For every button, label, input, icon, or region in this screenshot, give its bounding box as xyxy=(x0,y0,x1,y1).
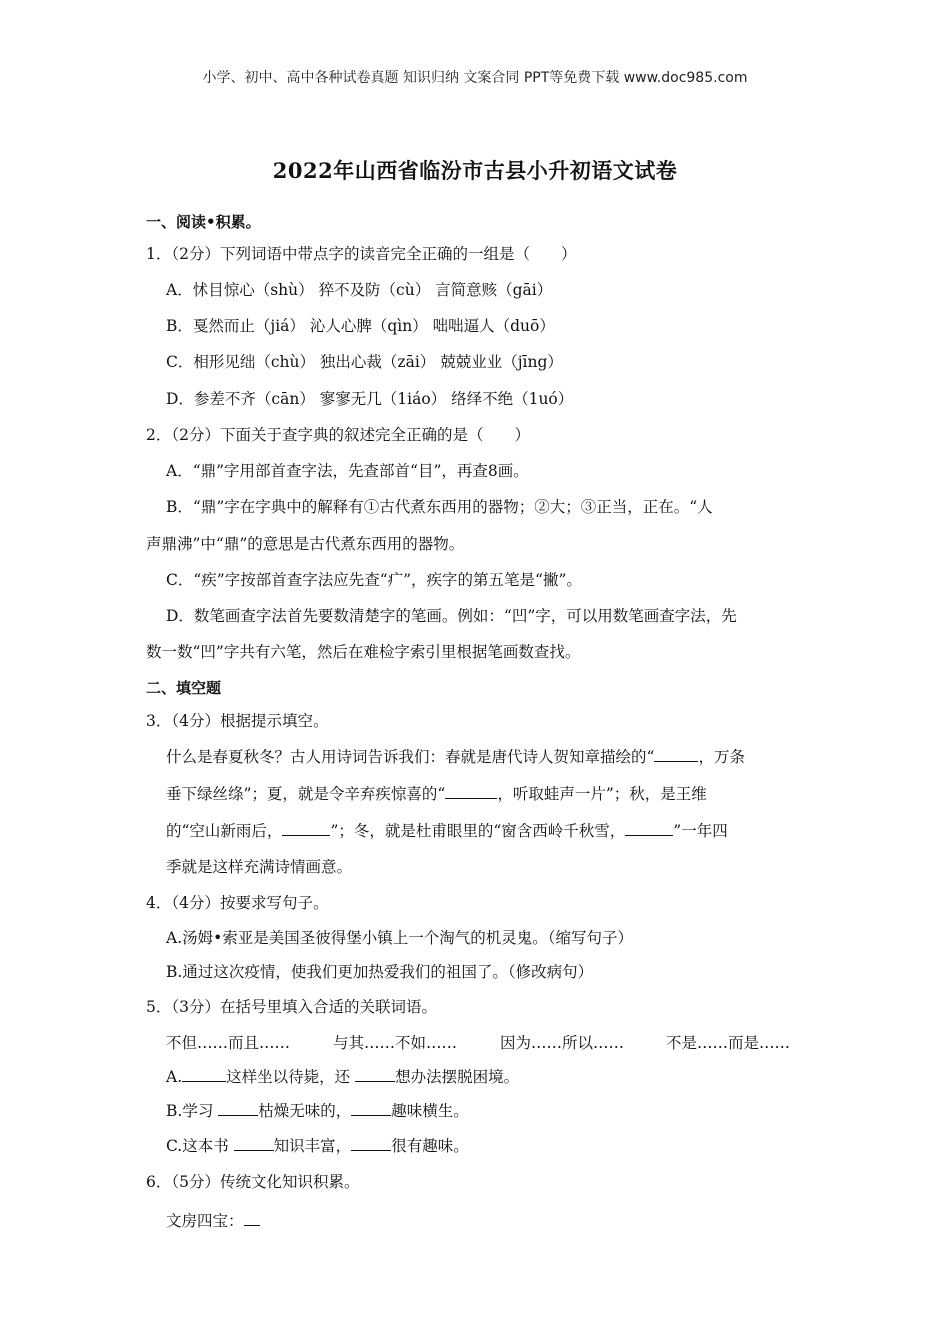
q5-c-blank-1[interactable] xyxy=(234,1136,274,1151)
q2-stem: 2．（2分）下面关于查字典的叙述完全正确的是（ ） xyxy=(146,426,530,444)
q3-blank-1[interactable] xyxy=(654,747,698,762)
section-2-title: 二、填空题 xyxy=(146,679,222,697)
q3-line-4: 季就是这样充满诗情画意。 xyxy=(166,858,353,876)
q5-stem: 5．（3分）在括号里填入合适的关联词语。 xyxy=(146,998,437,1016)
q5-a-blank-2[interactable] xyxy=(355,1067,395,1082)
q1-option-c: C．相形见绌（chù） 独出心裁（zāi） 兢兢业业（jīng） xyxy=(166,353,563,371)
q4-item-b: B.通过这次疫情，使我们更加热爱我们的祖国了。（修改病句） xyxy=(166,963,594,981)
page-title: 2022年山西省临汾市古县小升初语文试卷 xyxy=(272,158,678,183)
q1-option-b: B．戛然而止（jiá） 沁人心脾（qìn） 咄咄逼人（duō） xyxy=(166,317,555,335)
q2-option-d-line2: 数一数“凹”字共有六笔，然后在难检字索引里根据笔画数查找。 xyxy=(146,643,581,661)
q2-option-b-line2: 声鼎沸”中“鼎”的意思是古代煮东西用的器物。 xyxy=(146,535,465,553)
section-1-title: 一、阅读•积累。 xyxy=(146,213,261,231)
q3-stem: 3．（4分）根据提示填空。 xyxy=(146,712,329,730)
q2-option-a: A．“鼎”字用部首查字法，先查部首“目”，再查8画。 xyxy=(166,462,529,480)
q2-option-b-line1: B．“鼎”字在字典中的解释有①古代煮东西用的器物；②大；③正当，正在。“人 xyxy=(166,498,713,516)
q2-option-c: C．“疾”字按部首查字法应先查“疒”，疾字的第五笔是“撇”。 xyxy=(166,571,582,589)
q5-b-blank-1[interactable] xyxy=(218,1101,258,1116)
q5-c-blank-2[interactable] xyxy=(351,1136,391,1151)
q3-blank-4[interactable] xyxy=(625,821,673,836)
q4-item-a: A.汤姆•索亚是美国圣彼得堡小镇上一个淘气的机灵鬼。（缩写句子） xyxy=(166,929,634,947)
q5-choice-3: 因为……所以…… xyxy=(500,1034,625,1052)
q3-line-1: 什么是春夏秋冬？古人用诗词告诉我们：春就是唐代诗人贺知章描绘的“ ，万条 xyxy=(166,748,745,766)
q5-choice-1: 不但……而且…… xyxy=(166,1034,291,1052)
q3-line-2: 垂下绿丝绦”；夏，就是令辛弃疾惊喜的“ ，听取蛙声一片”；秋，是王维 xyxy=(166,785,707,803)
q5-choice-4: 不是……而是…… xyxy=(666,1034,791,1052)
q3-blank-3[interactable] xyxy=(282,821,330,836)
q5-b-blank-2[interactable] xyxy=(351,1101,391,1116)
q5-a-blank-1[interactable] xyxy=(182,1067,226,1082)
q6-stem: 6．（5分）传统文化知识积累。 xyxy=(146,1173,360,1191)
q5-choice-2: 与其……不如…… xyxy=(333,1034,458,1052)
q2-option-d-line1: D．数笔画查字法首先要数清楚字的笔画。例如：“凹”字，可以用数笔画查字法，先 xyxy=(166,607,737,625)
q1-option-a: A．怵目惊心（shù） 猝不及防（cù） 言简意赅（gāi） xyxy=(166,281,553,299)
q6-blank[interactable] xyxy=(244,1211,260,1226)
q6-line: 文房四宝： xyxy=(166,1211,260,1231)
page-header: 小学、初中、高中各种试卷真题 知识归纳 文案合同 PPT等免费下载 www.doc985.com xyxy=(202,70,748,86)
q5-item-a: A. 这样坐以待毙，还 想办法摆脱困境。 xyxy=(166,1068,520,1086)
q3-blank-2[interactable] xyxy=(445,784,497,799)
q1-option-d: D．参差不齐（cān） 寥寥无几（1iáo） 络绎不绝（1uó） xyxy=(166,390,574,408)
q5-item-b: B.学习 枯燥无味的， 趣味横生。 xyxy=(166,1102,469,1120)
q5-item-c: C.这本书 知识丰富， 很有趣味。 xyxy=(166,1137,469,1155)
q1-stem: 1．（2分）下列词语中带点字的读音完全正确的一组是（ ） xyxy=(146,245,577,263)
q3-line-3: 的“空山新雨后， ”；冬，就是杜甫眼里的“窗含西岭千秋雪， ”一年四 xyxy=(166,822,728,840)
q4-stem: 4．（4分）按要求写句子。 xyxy=(146,894,329,912)
